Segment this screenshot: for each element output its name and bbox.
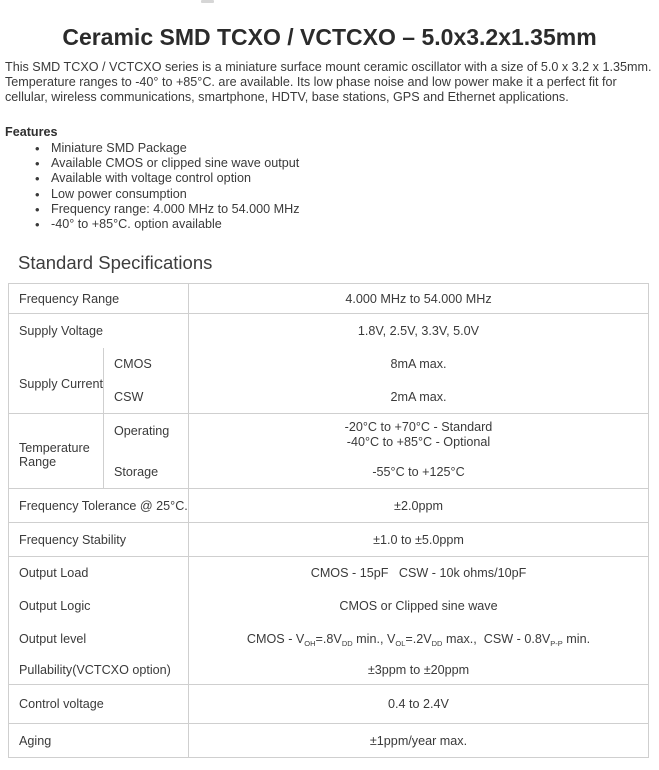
table-row (9, 623, 649, 656)
spec-label: Control voltage (9, 685, 189, 724)
spec-sub-label: CMOS (104, 348, 189, 381)
spec-group-label: Supply Current (9, 348, 104, 414)
table-row (9, 489, 649, 523)
table-row (9, 590, 649, 623)
table-row (9, 557, 649, 590)
spec-label: Output level (19, 632, 87, 646)
feature-item: • Miniature SMD Package (33, 141, 300, 156)
spec-value: CMOS - $V_{OH}=.8V_{DD}$ min., $V_{OL}=.2V_{DD}$ max., CSW - $0.8V_{P-P}$ min. (189, 623, 649, 656)
features-list (33, 141, 300, 232)
product-description: This SMD TCXO / VCTCXO series is a miniature surface mount ceramic oscillator with a size of 5.0 x 3.2 x 1.35mm. Temperature ranges to -40° to +85°C. are available. Its low phase noise and low power make it a perfect fit for cellular, wireless communications, smartphone, HDTV, base stations, GPS and Ethernet applications. (5, 60, 652, 105)
spec-value (189, 414, 649, 456)
spec-label: Frequency Tolerance @ 25°C. (9, 489, 189, 523)
spec-sub-label: CSW (104, 381, 189, 414)
specs-section-heading: Standard Specifications (18, 252, 213, 273)
table-row (9, 724, 649, 758)
spec-value-line: -20°C to +70°C - Standard (344, 420, 493, 435)
page-crop-artifact (201, 0, 214, 3)
spec-value: 0.4 to 2.4V (189, 685, 649, 724)
spec-value-line: -40°C to +85°C - Optional (346, 434, 491, 449)
spec-value: 1.8V, 2.5V, 3.3V, 5.0V (189, 314, 649, 348)
spec-label: Supply Voltage (19, 323, 104, 338)
spec-value: ±1ppm/year max. (189, 724, 649, 758)
table-row (9, 523, 649, 557)
feature-item: • -40° to +85°C. option available (33, 217, 300, 232)
feature-item: • Available CMOS or clipped sine wave output (33, 156, 300, 171)
spec-label: Aging (19, 733, 52, 748)
table-row (9, 456, 649, 489)
table-row (9, 348, 649, 381)
table-row (9, 284, 649, 314)
table-row (9, 414, 649, 456)
spec-value: 8mA max. (189, 348, 649, 381)
spec-sub-label: Storage (104, 456, 189, 489)
table-row (9, 314, 649, 348)
spec-value: 2mA max. (189, 381, 649, 414)
spec-label: Output Load (19, 566, 89, 581)
spec-value: 4.000 MHz to 54.000 MHz (189, 284, 649, 314)
spec-value: ±1.0 to ±5.0ppm (189, 523, 649, 557)
feature-item: • Frequency range: 4.000 MHz to 54.000 MHz (33, 202, 300, 217)
spec-label: Output Logic (19, 599, 91, 613)
feature-item: • Available with voltage control option (33, 171, 300, 186)
table-row (9, 685, 649, 724)
spec-group-label: Temperature Range (9, 414, 104, 489)
spec-value: ±2.0ppm (189, 489, 649, 523)
table-row (9, 381, 649, 414)
spec-sub-label: Operating (104, 414, 189, 456)
feature-item: • Low power consumption (33, 187, 300, 202)
spec-value: CMOS or Clipped sine wave (189, 590, 649, 623)
table-row (9, 656, 649, 685)
features-heading: Features (5, 125, 58, 139)
spec-label: Frequency Range (9, 284, 189, 314)
spec-value: ±3ppm to ±20ppm (189, 656, 649, 685)
page-title: Ceramic SMD TCXO / VCTCXO – 5.0x3.2x1.35mm (62, 24, 597, 50)
spec-value: -55°C to +125°C (189, 456, 649, 489)
spec-label: Pullability(VCTCXO option) (9, 656, 189, 685)
spec-value: CMOS - 15pF CSW - 10k ohms/10pF (189, 557, 649, 590)
specs-table (8, 283, 649, 758)
spec-label: Frequency Stability (9, 523, 189, 557)
